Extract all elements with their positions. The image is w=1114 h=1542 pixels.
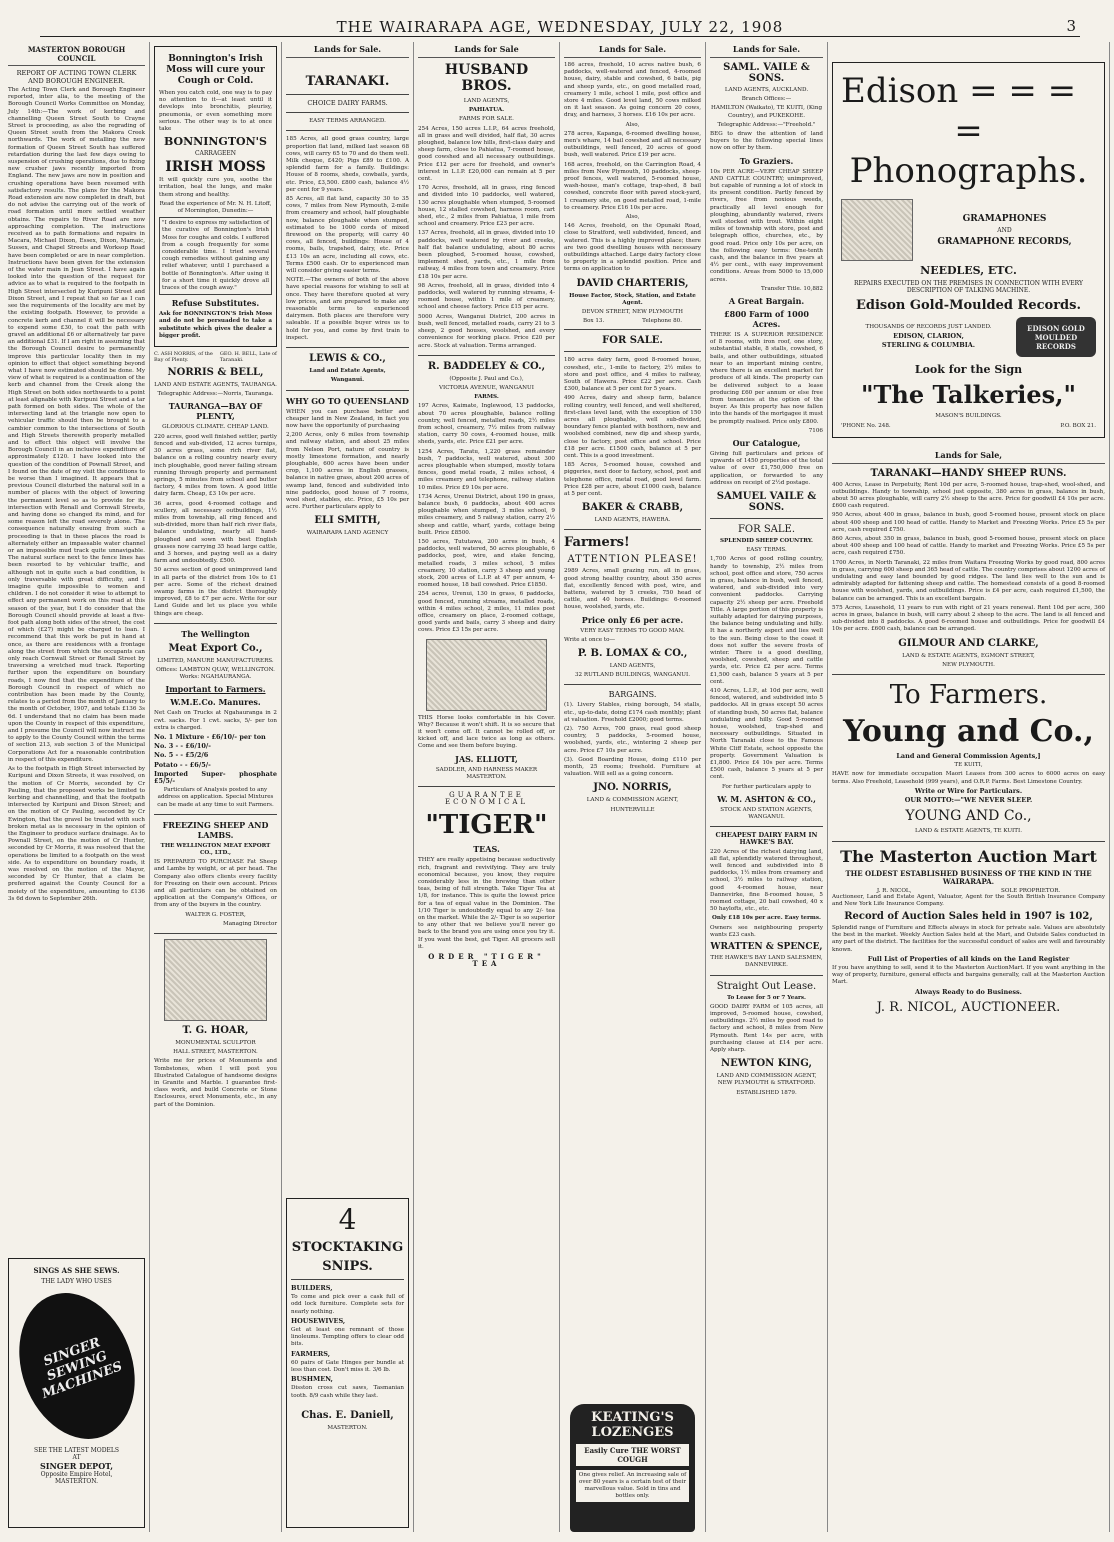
refuse-text: Ask for BONNINGTON'S Irish Moss and do not be persuaded to take a substitute which gives the dealer a bigger profit.	[159, 311, 272, 339]
singer-line-3: SINGER DEPOT,	[39, 1461, 114, 1471]
wratten-heading: WRATTEN & SPENCE,	[710, 942, 823, 953]
borough-heading: MASTERTON BOROUGH COUNCIL	[8, 45, 145, 66]
charteris-sub: House Factor, Stock, Station, and Estate Agent.	[569, 292, 696, 306]
keatings-sub: Easily Cure THE WORST COUGH	[576, 1444, 689, 1466]
taranaki-sub: CHOICE DAIRY FARMS.	[307, 99, 388, 107]
lands-for-sale-head-6: Lands for Sale.	[710, 42, 823, 58]
ashton-heading: W. M. ASHTON & CO.,	[717, 793, 816, 804]
irish-moss-advert	[154, 46, 277, 347]
farmers-label: FARMERS,	[291, 1349, 330, 1358]
charteris-address: DEVON STREET, NEW PLYMOUTH	[581, 309, 684, 316]
manures-text: Net Cash on Trucks at Ngahauranga in 2 cwt. sacks. For 1 cwt. sacks, 5/- per ton extra is charged.	[154, 710, 277, 731]
singer-line-4: Opposite Empire Hotel,	[40, 1471, 113, 1478]
lands-for-sale-head-5: Lands for Sale.	[564, 42, 701, 58]
bell-signature: GEO. H. BELL, Late of Taranaki.	[219, 351, 277, 364]
vaile-branches: HAMILTON (Waikato), TE KUITI, (King Country), and PUKEKOHE.	[710, 105, 823, 119]
irish-moss-heading: Bonnington's Irish Moss will cure your Cough or Cold.	[166, 54, 265, 86]
irish-moss-brand-1: BONNINGTON'S	[164, 135, 267, 149]
eli-smith-heading: ELI SMITH,	[314, 515, 381, 527]
singer-subheading: THE LADY WHO USES	[41, 1278, 112, 1285]
important-farmers-heading: Important to Farmers.	[165, 684, 266, 695]
norris-bell-listing-3: 50 acres section of good unimproved land in all parts of the district from 10s to £1 per acre. Some of the richest drained swamp farms in the district thoroughly improved, £8 to £7 per acre. Write for our Land Guide and let us place you while things are cheap.	[154, 567, 277, 617]
saddler-heading: JAS. ELLIOTT,	[455, 753, 518, 764]
manures-text-2: Particulars of Analysis posted to any address on application. Special Mixtures can be made at any time to suit Farmers.	[157, 787, 274, 808]
manure-price-4: Potato - - £6/5/-	[154, 760, 211, 769]
straight-out-sub: To Lease for 5 or 7 Years.	[726, 994, 807, 1001]
singer-line-5: MASTERTON.	[54, 1478, 99, 1485]
young-heading-2: YOUNG AND Co.,	[905, 808, 1032, 825]
vaile-sub: LAND AGENTS, AUCKLAND.	[724, 87, 809, 93]
auction-mart-text-3: If you have anything to sell, send it to the Masterton AuctionMart. If you want anything in the way of property, furniture, general effects and bargains generally, call at the Masterton Auction Mart.	[832, 964, 1105, 986]
husband-listing-4: 98 Acres, freehold, all in grass, divided into 4 paddocks, well watered by running streams, 4-roomed house, within 1 mile of creamery, school and cheese factory. Price £15 per acre.	[418, 282, 555, 311]
lomax-address: 32 RUTLAND BUILDINGS, WANGANUI.	[575, 672, 690, 679]
charteris-heading: DAVID CHARTERIS,	[576, 277, 689, 289]
eli-smith-sub: WAIRARAPA LAND AGENCY	[306, 530, 389, 537]
bargain-3: (3). Good Boarding House, doing £110 per month, 25 rooms; freehold. Furniture at valuation. Will sell as a going concern.	[564, 756, 701, 778]
baddeley-sub-3: FARMS.	[474, 394, 499, 401]
newton-king-established: ESTABLISHED 1879.	[736, 1089, 797, 1096]
borough-report-body: The Acting Town Clerk and Borough Engineer reported, inter alia, to the meeting of the Borough Council Works Committee on Monday, July 14th:—The work of kerbing and channelling Queen Street South to Crayne Street is proceeding, as also the regrading of Queen Street south from the Makora Creek northwards. The work of metalling the new formation of Queen Street South has suffered retardation during the last few days owing to suspension of crushing operations, due to fixing new crusher jaws recently imported from England. The new jaws are now in position and crushing operations have been resumed with satisfactory results. The plans for the Makora Road extension are now completed in draft, but do not advise the carrying out of the work of road formation until more settled weather obtains. The repairs to River Road are now approaching completion. The instructions received as to path formations and repairs in Macara, Michael Dixon, Essex, Dixon, Mamaic, Sussex, and Chapel Streets and Worksop Road have been completed or are in near completion. Instructions have been given for the extension of the water main in Jean Street. I have again looked into the question of the request for advice as to what is required to the footpath in High Street intersected by Kuripuni Street and Dixon Street, and I repeat that so far as I can see the requirements of the locality are met by the existing footpath. However, to provide a concrete kerb and channel it will be necessary to expend some £30, to coat the path with gravel an additional £6 or alternatively tar pave an additional £31. If I am right in assuming that the Borough Council desire to permanently improve this particular locality then in my opinion to effect that object something beyond what I have now estimated should be done. My view of what is required is a continuation of the kerb and channel from the Creek along the High Street on both sides northwards to a point at least alignable with Kuripuni Street and a tar path formed on both sides. The whole of the intersecting land at the triangle now open to vehicular traffic should then be brought to a cambier common to the intersections of South and High Streets therewith properly metalled and to effect this object will involve the Borough Council in an inclusive expenditure of approximately £120. I have looked into the question of the condition of Pownall Street, and I found on the date of my visit the conditions to be worse than I imagined. It appears that a previous Council disturbed the natural soil in a number of places with the object of lowering the permanent level so as to provide for its intersection with Renall and Cornwall Streets, and having done so changed its mind, and for some reason left the road severely alone. The consequence naturally ensuing from such a proceeding is that in these places the road is alternately either an impassable water channel or an impossible mud track quite unnavigable. The natural surface next to the fence lines has been resorted to by vehicular traffic, and although not in quite such a bad condition, is only traversable with great difficulty, and I imagine quite impossible to women and children. I do not consider it wise to attempt to effect any permanent work on this road at this season of the year, but I do consider that the Borough Council should provide at least a five-foot path along both sides of the street, the cost of which (£27) might be charged to loan. I recommend that this work be put in hand at once, as there are residences with a frontage along the street from which the occupants can only reach Cornwall Street or Renall Street by traversing a wretched mud track. Reporting further upon the expenditure on boundary roads, I now find that the expenditure of the Borough Council in respect of which no contribution has been made by the County, relates to a period from the month of January to the month of October, 1907, and totals £136 3s 6d. I understand that no claim has been made upon the County in respect of this expenditure, and I presume the Council will now instruct me to apply to the County Council within the terms of section 213, sub section 3 of the Municipal Corporations Act for a reasonable contribution in respect of this expenditure.	[8, 87, 145, 763]
freezing-signature: WALTER G. FOSTER,	[185, 911, 246, 918]
norris-bell-listing-2: 36 acres, good 4-roomed cottage and scullery, all necessary outbuildings, 1½ miles from township, all ring fenced and sub-divided, more than half rich river flats, balance undulating, nearly all hand-ploughed and sown with best English grasses now carrying 35 head large cattle, and 3 horses, and paying well as a dairy farm and undoubtedly. £500.	[154, 500, 277, 565]
farm-1000-heading: £800 Farm of 1000 Acres.	[724, 309, 809, 330]
irish-moss-text-1: When you catch cold, one way is to pay no attention to it—at least until it develops into bronchitis, pleurisy, pneumonia, or even something more serious. The other way is to at once take	[159, 90, 272, 133]
lands-for-sale-head-7: Lands for Sale,	[832, 448, 1105, 464]
charteris-box: Box 13.	[582, 318, 605, 325]
norris-signature: C. ASH NORRIS, of the Bay of Plenty.	[154, 351, 213, 364]
saddler-sub: SADDLER, AND HARNESS MAKER MASTERTON.	[435, 766, 538, 780]
gilmour-clarke-heading: GILMOUR AND CLARKE,	[898, 637, 1039, 649]
graziers-listing: 10s PER ACRE—VERY CHEAP SHEEP AND CATTLE COUNTRY; unimproved, but capable of running a lot of stock in its present condition. Partly fenced by rivers, free from noxious weeds, practically all level enough for ploughing, abundantly watered, rivers well stocked with trout. Within eight miles of township with store, post and telegraph office, churches, etc., by good road. Price only 10s per acre, on the following easy terms: One-tenth cash, and the balance in five years at 4½ per cent., with easy improvement conditions. Areas from 5000 to 15,000 acres.	[710, 168, 823, 283]
lands-for-sale-head-3: Lands for Sale.	[286, 42, 409, 58]
lomax-write: Write at once to—	[564, 636, 616, 643]
charteris-also-2: Also,	[625, 214, 640, 221]
norris-bell-sub-2: GLORIOUS CLIMATE. CHEAP LAND.	[162, 424, 269, 431]
manure-price-5: Imported Super- phosphate £5/5/-	[154, 769, 277, 785]
column-edison	[828, 42, 1110, 1532]
baddeley-listing-1: 197 Acres, Kaimate, Inglewood, 13 paddocks, about 70 acres ploughable, balance rolling country, well fenced, metalled roads, 2½ miles from school, creamery, 7½ miles from railway station, carry 50 cows, 4-roomed house, milk sheds, yards, etc. Price £21 per acre.	[418, 403, 555, 446]
auction-mart-sub: THE OLDEST ESTABLISHED BUSINESS OF THE KIND IN THE WAIRARAPA.	[845, 868, 1092, 886]
husband-bros-heading: HUSBAND BROS.	[444, 62, 529, 94]
hoar-text: Write me for prices of Monuments and Tombstones, when I will post you Illustrated Catalogue of handsome designs in Granite and Marble. I guarantee first-class work, and build Concrete or Stone Enclosures, erect Monuments, etc., in any part of the Dominion.	[154, 1058, 277, 1108]
hoar-sub: MONUMENTAL SCULPTOR	[175, 1040, 256, 1047]
farmers-text: 60 pairs of Gate Hinges per bundle at less than cost. Don't miss it. 3/6 lb.	[291, 1359, 404, 1374]
farm-1000-listing: THERE IS A SUPERIOR RESIDENCE of 8 rooms, with iron roof, one story, substantial stable, 8 stalls, cowshed, 6 bails, and other outbuildings, situated near to an important mining centre, where there is an excellent market for produce of all kinds. The property can be delivered subject to a lease producing £60 per annum or else free from tenancies at the option of the buyer. As this property has now fallen into the hands of the mortgagee it must be promptly realised. Price only £800.	[710, 332, 823, 425]
ashton-listing-1700: 1,700 Acres of good rolling country, handy to township, 2½ miles from school, post office and store, 750 acres in grass, balance in bush, well fenced, watered, and sub-divided into very convenient paddocks. Carrying capacity 2½ sheep per acre. Freehold Title. A large portion of this property is suitably adapted for dairying purposes, the balance being undulating and hilly. It has a northerly aspect and lies well to the sun. Being close to the coast it does not suffer the severe frosts of winter. There is a good dwelling, woolshed, cowshed, sheep and cattle yards, etc. Price £2 per acre. Terms £1,500 cash, balance 5 years at 5 per cent.	[710, 556, 823, 685]
charteris-listing-3: 168 acres, freehold, on the Carrington Road, 4 miles from New Plymouth, 10 paddocks, sheep-proof fences, well watered, 5-roomed house, wash-house, man's cottage, trap-shed, 8 bail cowshed, concrete floor with paved stock-yard, 1 creamery site, on good metalled road, 1-mile to creamery. Price £16 10s per acre.	[564, 161, 701, 211]
housewives-label: HOUSEWIVES,	[291, 1316, 346, 1325]
hoar-heading: T. G. HOAR,	[182, 1025, 249, 1037]
young-location: TE KUITI,	[954, 762, 983, 769]
horse-rug-illustration	[426, 639, 547, 711]
sheep-run-950: 950 Acres, about 400 in grass, balance in bush, good 5-roomed house, present stock on place about 400 sheep and 100 head of cattle. Handy to Market and Freezing Works. Price £5 5s per acre, cash required £750.	[832, 512, 1105, 533]
charteris-telephone: Telephone 80.	[642, 318, 683, 325]
edison-heading-2: = Phonographs.	[849, 111, 1088, 191]
masthead-title: THE WAIRARAPA AGE, WEDNESDAY, JULY 22, 1908	[336, 18, 784, 36]
husband-bros-sub-2: PAHIATUA.	[468, 107, 505, 114]
edison-box: P.O. BOX 21.	[1060, 422, 1096, 429]
taranaki-note: NOTE.—The owners of both of the above have special reasons for wishing to sell at once. They have therefore quoted at very low prices, and are prepared to make any reasonable terms to experienced dairymen. Both places are therefore very saleable. If a possible buyer wires us to hold for you, and come by first train to inspect.	[286, 277, 409, 341]
catalogue-heading: Our Catalogue,	[732, 437, 801, 448]
wellington-meat-sub: LIMITED, MANURE MANUFACTURERS.	[157, 657, 274, 664]
stocktaking-heading-2: SNIPS.	[322, 1259, 373, 1274]
young-heading: Young and Co.,	[843, 714, 1094, 750]
freezing-text: IS PREPARED TO PURCHASE Fat Sheep and Lambs by weight, or at per head. The Company also offers clients every facility for Freezing on their own account. Prices and all particulars can be obtained on application at the Company's Offices, or from any of the buyers in the country.	[154, 859, 277, 909]
sheep-run-575: 575 Acres, Leasehold, 11 years to run with right of 21 years renewal. Rent 10d per acre, 360 acres in grass, balance in bush, will carry about 2 sheep to the acre. The land is all fenced and sub-divided into 8 paddocks. A good 6-roomed house and outbuildings. Price for goodwill £4 10s per acre. £600 cash, balance can be arranged.	[832, 604, 1105, 633]
baddeley-listing-4: 150 acres, Tututawa, 200 acres in bush, 4 paddocks, well watered, 50 acres ploughable, 6 paddocks, post, wire, and stake fencing, metalled roads, 3 miles school, 5 miles creamery, 10 station, carry 3 sheep and young stock, 200 acres of L.I.P. at 47 per annum, 4-roomed house, 18 bail cowshed. Price £1850.	[418, 538, 555, 589]
keatings-heading: KEATING'S LOZENGES	[591, 1410, 674, 1440]
sheep-country-heading: SPLENDID SHEEP COUNTRY.	[719, 537, 813, 544]
attention-heading: ATTENTION PLEASE!	[567, 554, 698, 566]
young-write: Write or Wire for Particulars.	[914, 786, 1023, 795]
stocktaking-advert	[286, 1198, 409, 1528]
nicol-name: J. R. NICOL,	[876, 887, 912, 894]
singer-advert	[8, 1258, 145, 1528]
hoar-address: HALL STREET, MASTERTON.	[173, 1049, 258, 1056]
young-sub-2: LAND & ESTATE AGENTS, TE KUITI.	[915, 828, 1022, 835]
farmers-heading: Farmers!	[564, 535, 630, 551]
lomax-terms: VERY EASY TERMS TO GOOD MAN.	[580, 627, 685, 634]
bargain-1: (1). Livery Stables, rising borough, 54 stalls, etc., up-to-date, doing £174 cash monthly; plant at valuation. Freehold £2000; good terms.	[564, 702, 701, 723]
tiger-heading: "TIGER"	[425, 810, 548, 841]
sheep-run-860: 860 Acres, about 350 in grass, balance in bush, good 5-roomed house, present stock on place about 400 sheep and 100 head of cattle. Handy to market and Freezing Works. Price £5 5s per acre, cash required £750.	[832, 536, 1105, 557]
husband-bros-sub: LAND AGENTS,	[463, 98, 510, 104]
queensland-text: WHEN you can purchase better and cheaper land in New Zealand, in fact you now have the opportunity of purchasing	[286, 408, 409, 429]
husband-listing-5: 5000 Acres, Wanganui District, 200 acres in bush, well fenced, metalled roads, carry 21 to 3 sheep, 2 good houses, woolshed, and every convenience for working place. Price £20 per acre. Stock at valuation. Terms arranged.	[418, 313, 555, 349]
manures-heading: W.M.E.Co. Manures.	[170, 697, 261, 708]
thousands-text: THOUSANDS OF RECORDS JUST LANDED.	[865, 323, 992, 330]
vaile-heading: SAML. VAILE & SONS.	[723, 62, 810, 84]
daniell-signature: Chas. E. Daniell,	[301, 1409, 394, 1421]
freezing-sub: THE WELLINGTON MEAT EXPORT CO., LTD.,	[160, 842, 271, 857]
taranaki-heading: TARANAKI.	[305, 74, 390, 89]
baddeley-listing-2: 1254 Acres, Taratu, 1,220 grass remainder bush, 7 paddocks, well watered, about 300 acres ploughable when stumped, mostly totara fences, good metal roads, 2 miles school, 4 miles creamery and telephone, railway station 10 miles. Price £9 10s per acre.	[418, 448, 555, 491]
queensland-heading: WHY GO TO QUEENSLAND	[286, 395, 409, 406]
irish-moss-brand-2: CARRAGEEN	[194, 150, 237, 158]
brands-line-2: STERLING & COLUMBIA.	[881, 341, 976, 349]
column-vaile	[706, 42, 828, 1532]
gramaphone-records-label: GRAMAPHONE RECORDS,	[937, 236, 1072, 247]
ashton-further: For further particulars apply to	[721, 783, 811, 790]
bushmen-label: BUSHMEN,	[291, 1375, 333, 1384]
norris-bell-heading-2: TAURANGA—BAY OF PLENTY,	[168, 401, 263, 422]
vaile-intro: BEG to draw the attention of land buyers to the following special lines now on offer by them.	[710, 131, 823, 152]
tiger-text: THEY are really appetising because seductively rich, fragrant and revivifying. They are truly economical because, you know, they require considerably less in the brewing than other teas, being of full strength. Take Tiger Tea at 1/8, for instance. This is quite the lowest price for a tea of equal value in the Dominion. The 1/10 Tiger is undoubtedly equal to any 2/- tea on the market. While the 2/- Tiger is so superior to any other that we believe you'll never go back to the brand you are using once you try it. If you want the best, get Tiger. All grocers sell it.	[418, 857, 555, 950]
singer-logo: SINGER SEWING MACHINES	[4, 1277, 150, 1456]
taranaki-listing-2: 85 Acres, all flat land, capacity 30 to 35 cows, 7 miles from New Plymouth, 2-mile from creamery and school, half ploughable now, balance ploughable when stumped, estimated to be 1000 cords of mixed firewood on the property, will carry 40 cows, all fenced, buildings: House of 4 rooms, bails, trapshed, dairy, etc. Price £13 10s an acre, including all cows, etc. Terms £500 cash. Or to experienced man will consider giving easier terms.	[286, 196, 409, 275]
baker-crabb-sub: LAND AGENTS, HAWERA.	[594, 517, 671, 524]
manure-price-3: No. 5 - - £5/2/6	[154, 751, 209, 760]
husband-bros-sub-3: FARMS FOR SALE.	[459, 116, 514, 123]
keatings-text: One gives relief. An increasing sale of over 80 years is a certain test of their marvellous value. Sold in tins and bottles only.	[576, 1470, 689, 1502]
wratten-sub: THE HAWKE'S BAY LAND SALESMEN, DANNEVIRKE.	[710, 955, 823, 969]
keatings-tin-illustration	[570, 1404, 695, 1532]
irish-moss-text-2: It will quickly cure you, soothe the irritation, heal the lungs, and make them strong and healthy.	[159, 177, 272, 198]
edison-advert	[832, 62, 1105, 438]
baker-listing-3: 185 Acres, 5-roomed house, cowshed and piggeries, next door to factory, school, post and telephone office, metal road, good level farm. Price £28 per acre, about £1000 cash, balance at 5 per cent.	[564, 462, 701, 497]
lands-for-sale-head-4: Lands for Sale	[418, 42, 555, 58]
ashton-sub: STOCK AND STATION AGENTS, WANGANUI.	[720, 806, 813, 821]
charteris-listing-2: 278 acres, Kapanga, 6-roomed dwelling house, men's whare, 14 bail cowshed and all necessary outbuildings, well fenced, 20 acres of good bush, well watered. Price £19 per acre.	[564, 130, 701, 159]
housewives-text: Get at least one remnant of those linoleums. Tempting offers to clear odd bits.	[291, 1327, 404, 1348]
husband-listing-1: 254 Acres, 150 acres L.I.P., 64 acres freehold, all in grass and well divided, half flat, 30 acres ploughed, balance low hills, first-class dairy and sheep farm, close to Pahiatua, 7-roomed house, good cowshed and all necessary outbuildings. Price £12 per acre for freehold, and owner's interest in L.I.P. £20,000 can remain at 5 per cent.	[418, 125, 555, 183]
wellington-meat-heading-1: The Wellington	[181, 628, 250, 639]
ashton-listing-410: 410 Acres, L.I.P., at 10d per acre, well fenced, watered, and subdivided into 5 paddocks. All in grass except 50 acres of standing bush, 50 acres flat, balance undulating and hilly. Good 5-roomed house, woolshed, trap-shed and necessary outbuildings. Situated in North Taranaki close to the Famous White Cliff Estate, school opposite the property. Government Valuation is £1,800. Price £4 10s per acre. Terms £500 cash, balance 5 years at 5 per cent.	[710, 688, 823, 781]
tiger-ring: ORDER "TIGER" TEA	[428, 952, 545, 969]
vaile-heading-2: SAMUEL VAILE & SONS.	[716, 490, 817, 513]
manure-price-2: No. 3 - - £6/10/-	[154, 742, 211, 751]
newton-king-heading: NEWTON KING,	[721, 1058, 812, 1070]
stocktaking-number: 4	[338, 1203, 357, 1236]
talkeries-heading: "The Talkeries,"	[861, 380, 1076, 410]
wratten-price: Only £18 10s per acre. Easy terms.	[712, 915, 821, 922]
page-number: 3	[1066, 17, 1076, 35]
baddeley-listing-3: 1734 Acres, Urenui District, about 190 in grass, balance bush, 6 paddocks, about 400 acres ploughable when stumped, 3 miles school, 9 miles creamery, and 5 railway station, carry 2½ sheep and cattle, wharf, yards, cottage being built. Price £8500.	[418, 493, 555, 536]
lomax-listing: 2989 Acres, small grazing run, all in grass, good strong healthy country, about 350 acres flat, excellently fenced with post, wire, and battens, watered by 5 creeks, 750 head of cattle, and 40 horses. Buildings: 6-roomed house, woolshed, yards, etc.	[564, 568, 701, 611]
daniell-location: MASTERTON.	[327, 1424, 368, 1431]
bargains-heading: BARGAINS.	[608, 690, 657, 700]
norris-bell-signatures	[154, 351, 277, 363]
lomax-price: Price only £6 per acre.	[581, 614, 684, 625]
phonograph-illustration	[841, 199, 913, 261]
nicol-signature: J. R. NICOL, AUCTIONEER.	[876, 999, 1061, 1015]
column-taranaki	[282, 42, 414, 1532]
charteris-listing-1: 186 acres, freehold, 10 acres native bush, 6 paddocks, well-watered and fenced, 4-roomed house, dairy, stable and cowshed, 6 bails, pig and sheep yards, etc., on good metalled road, creamery 1 mile, school 1 mile, post office and store 4 miles. Good level land, 50 cows milked on it last season. As going concern 20 cows, dray, and harness, 3 horses. £16 10s per acre.	[564, 62, 701, 119]
irish-moss-quote: "I desire to express my satisfaction of the curative of Bonnington's Irish Moss for coughs and colds. I suffered from a cough frequently for some considerable time. I tried several cough remedies without gaining any relief whatever, until I purchased a bottle of Bonnington's. After using it for a short time it quickly drove all traces of the cough away."	[159, 217, 272, 295]
always-ready: Always Ready to do Business.	[915, 987, 1022, 996]
auction-full-list: Full List of Properties of all kinds on the Land Register	[867, 954, 1070, 963]
column-husband-bros	[414, 42, 560, 1532]
husband-listing-2: 170 Acres, freehold, all in grass, ring fenced and divided into 10 paddocks, well watered, 130 acres ploughable when stumped, 5-roomed house, 12 stalled cowshed, harness room, cart shed, etc., 2 miles from Pahiatua, 1 mile from school and creamery. Price £23 per acre.	[418, 185, 555, 228]
and-label: AND	[997, 226, 1012, 234]
needles-label: NEEDLES, ETC.	[920, 264, 1017, 277]
lewis-sub-2: Wanganui.	[330, 377, 365, 384]
freezing-heading: FREEZING SHEEP AND LAMBS.	[162, 819, 269, 840]
column-borough-council	[4, 42, 150, 1532]
gold-moulded-heading: Edison Gold-Moulded Records.	[856, 298, 1081, 314]
refuse-heading: Refuse Substitutes.	[171, 298, 260, 309]
straight-out-text: GOOD DAIRY FARM of 105 acres, all improved, 5-roomed house, cowshed, outbuildings. 2½ miles by good road to factory and school, 8 miles from New Plymouth. Rent 14s per acre, with purchasing clause at £14 per acre. Apply sharp.	[710, 1003, 823, 1053]
auction-mart-text-2: Splendid range of Furniture and Effects always in stock for private sale. Values are absolutely the best in the market. Weekly Auction Sales held at the Mart, and Outside Sales conducted in any part of the district. The facilities for the successful conduct of sales are well and favourably known.	[832, 924, 1105, 953]
norris-bell-telegraph: Telegraphic Address:—Norris, Tauranga.	[157, 391, 274, 398]
lewis-sub: Land and Estate Agents,	[309, 368, 386, 375]
young-sub: Land and General Commission Agents,]	[896, 752, 1041, 761]
mason-buildings: MASON'S BUILDINGS.	[935, 413, 1002, 420]
norris-bell-heading: NORRIS & BELL,	[167, 367, 264, 379]
builders-text: To come and pick over a cask full of odd lock furniture. Complete sets for nearly nothing.	[291, 1294, 404, 1315]
column-irish-moss	[150, 42, 282, 1532]
borough-subheading: REPORT OF ACTING TOWN CLERK AND BOROUGH ENGINEER.	[16, 69, 137, 85]
to-farmers-heading: To Farmers.	[889, 680, 1048, 711]
charteris-listing-4: 146 Acres, freehold, on the Opunaki Road, close to Stratford, well subdivided, fenced, and watered. This is a highly improved place; there are two good dwelling houses with necessary outbuildings attached. Large dairy factory close to property in a splendid position. Price and terms on application to	[564, 223, 701, 273]
handy-sheep-runs-heading: TARANAKI—HANDY SHEEP RUNS.	[870, 467, 1067, 479]
tiger-sub: TEAS.	[473, 844, 500, 855]
for-sale-heading-5: FOR SALE.	[602, 335, 663, 347]
borough-report-resolutions: As to the footpath in High Street intersected by Kuripuni and Dixon Streets, it was resolved, on the motion of Cr Morris, seconded by Cr Pauling, that the proposed works be limited to kerbing and channelling, and that the footpath intersected by Kuripuni and Dixon Street; and on the motion of Cr Pauling, seconded by Cr Ewington, that the gravel be treated with such broken metal as is necessary in the opinion of the Engineer to produce surface drainage. As to Pownall Street, on the motion of Cr Hunter, seconded by Cr Morris, it was resolved that the operations be limited to a footpath on the west side. As to expenditure on boundary roads, it was resolved on the motion of the Mayor, seconded by Cr Hunter, that a claim be preferred against the County Council for a moiety of the expenditure, amounting to £136 3s 6d down to September 26th.	[8, 766, 145, 902]
lomax-sub: LAND AGENTS,	[609, 662, 656, 669]
auction-record: Record of Auction Sales held in 1907 is 102,	[844, 910, 1093, 922]
singer-line-2: AT	[72, 1454, 81, 1461]
jno-norris-heading: JNO. NORRIS,	[593, 782, 672, 794]
brands-line-1: EDISON, CLARION,	[893, 331, 964, 340]
gilmour-clarke-location: NEW PLYMOUTH.	[942, 661, 995, 668]
gilmour-clarke-sub: LAND & ESTATE AGENTS, EGMONT STREET,	[902, 652, 1035, 659]
young-text: HAVE now for immediate occupation Maori Leases from 300 acres to 6000 acres on easy terms. Also Freehold, Leasehold (999 years), and O.R.P. Farms. Best Limestone Country.	[832, 771, 1105, 785]
repairs-text: REPAIRS EXECUTED ON THE PREMISES IN CONNECTION WITH EVERY DESCRIPTION OF TALKING MACHINE.	[854, 280, 1083, 295]
edison-heading-1: Edison = = =	[841, 71, 1077, 111]
baker-listing-2: 490 Acres, dairy and sheep farm, balance rolling country, well fenced, and well sheltered, first-class level land, with the exception of 150 acres all ploughable, well sub-divided, boundary fence planted with boxthorn, new and woolshed combined, new dip and sheep yards, close to factory, post office and school. Price £18 per acre. £1500 cash, balance at 5 per cent. This is a good investment.	[564, 395, 701, 459]
bushmen-text: Disston cross cut saws, Tasmanian tooth. 8/9 cash while they last.	[291, 1385, 404, 1399]
wratten-listing: 220 Acres of the richest dairying land, all flat, splendidly watered throughout, well fenced and subdivided into 8 paddocks, 1½ miles from creamery and school, 3½ miles to railway station, good 4-roomed house, near Dannevirke, fine 8-roomed house, 5 roomed cottage, 20 bail cowshed, 40 x 50 haylofts, etc., etc.	[710, 848, 823, 913]
baker-listing-1: 180 acres dairy farm, good 8-roomed house, cowshed, etc., 1-mile to factory, 2½ miles to store and post office, and 4 miles to railway, South of Hawera. Price £22 per acre. Cash £300, balance at 5 per cent for 5 years.	[564, 357, 701, 393]
straight-out-heading: Straight Out Lease.	[716, 980, 817, 992]
masthead	[40, 14, 1080, 37]
husband-listing-3: 137 Acres, freehold, all in grass, divided into 10 paddocks, well watered by river and creeks, half flat balance undulating, about 80 acres been ploughed, 5-roomed house, cowshed, implement shed, yards, etc., 1 mile from railway, 4 miles from town and creamery. Price £18 10s per acre.	[418, 230, 555, 280]
cheapest-dairy-heading: CHEAPEST DAIRY FARM IN HAWKE'S BAY.	[715, 831, 818, 847]
stocktaking-heading: STOCKTAKING	[291, 1240, 404, 1255]
singer-line-1: SEE THE LATEST MODELS	[33, 1447, 120, 1454]
edison-phone: 'PHONE No. 248.	[841, 422, 891, 429]
irish-moss-brand-3: IRISH MOSS	[165, 159, 266, 176]
taranaki-sub-2: EASY TERMS ARRANGED.	[309, 118, 386, 125]
farm-1000-number: 7106	[808, 427, 823, 434]
gramaphones-label: GRAMAPHONES	[962, 213, 1047, 224]
baddeley-sub: (Opposite J. Paul and Co.),	[449, 375, 524, 382]
freezing-signature-2: Managing Director	[222, 920, 277, 927]
baddeley-sub-2: VICTORIA AVENUE, WANGANUI	[439, 384, 534, 391]
lomax-heading: P. B. LOMAX & CO.,	[577, 647, 688, 659]
builders-label: BUILDERS,	[291, 1284, 333, 1292]
wellington-meat-offices: Offices: LAMBTON QUAY, WELLINGTON. Works: NGAHAURANGA.	[156, 666, 275, 681]
vaile-branch: Branch Offices:—	[741, 96, 792, 103]
auction-mart-heading: The Masterton Auction Mart	[840, 846, 1097, 866]
singer-heading: SINGS AS SHE SEWS.	[33, 1266, 120, 1275]
baddeley-listing-5: 254 acres, Urenui, 130 in grass, 6 paddocks, good fenced, running streams, metalled roads, within 4 miles school, 2 miles, 11 miles post office, creamery on place, 2-roomed cottage, good yards and bails, carry 3 sheep and dairy cows. Price £3 15s per acre.	[418, 591, 555, 634]
record-cylinder-illustration: EDISON GOLD MOULDED RECORDS	[1016, 317, 1096, 357]
jno-norris-sub: LAND & COMMISSION AGENT,	[586, 797, 679, 804]
manure-price-1: No. 1 Mixture - £6/10/- per ton	[154, 732, 266, 741]
young-motto: OUR MOTTO:—"WE NEVER SLEEP.	[904, 796, 1033, 805]
norris-bell-listing-1: 220 acres, good well finished settler, partly fenced and sub-divided, 12 acres turnips, 30 acres grass, some rich river flat, balance on a rolling country nearly every inch ploughable, good never failing stream running through property and permanent springs, 5 minutes from school and butter factory, 4 miles from town. A good little dairy farm. Cheap, £3 10s per acre.	[154, 433, 277, 498]
tiger-arc-text: GUARANTEE ECONOMICAL	[444, 791, 529, 807]
for-sale-heading-6: FOR SALE.	[737, 523, 796, 535]
lewis-heading: LEWIS & CO.,	[309, 353, 386, 365]
bargain-2: (2). 750 Acres, 700 grass, real good sheep country, 5 paddocks, 5-roomed house, woolshed, yards, etc., wintering 2 sheep per acre. Price £7 10s per acre.	[564, 726, 701, 754]
nicol-title: SOLE PROPRIETOR.	[1001, 887, 1061, 894]
baker-crabb-heading: BAKER & CRABB,	[581, 502, 684, 514]
transfer-title: Transfer Title. 10,882	[760, 285, 823, 292]
sheep-country-terms: EASY TERMS.	[746, 547, 787, 554]
jno-norris-location: HUNTERVILLE	[610, 806, 655, 813]
wratten-text: Owners see neighbouring property wants £23 cash.	[710, 924, 823, 938]
norris-bell-sub: LAND AND ESTATE AGENTS, TAURANGA.	[154, 382, 277, 389]
great-bargain-heading: A Great Bargain.	[728, 296, 805, 307]
saddler-text: THIS Horse looks comfortable in his Cover. Why? Because it won't shift. It is so secure that it won't come off. It cannot be rolled off, or kicked off, and lace twice as long as others. Come and see them before buying.	[418, 714, 555, 750]
charteris-also-1: Also,	[625, 121, 640, 128]
auction-mart-text: Auctioneer, Land and Estate Agent, Valuator, Agent for the South British Insurance Company and New York Life Insurance Company.	[832, 893, 1105, 907]
catalogue-text: Giving full particulars and prices of upwards of 1450 properties of the total value of over £1,750,000 free on application, or forwarded to any address on receipt of 2½d postage.	[710, 450, 823, 486]
look-for-sign: Look for the Sign	[914, 363, 1023, 377]
column-charteris	[560, 42, 706, 1532]
baddeley-heading: R. BADDELEY & CO.,	[427, 360, 546, 372]
sheep-run-400: 400 Acres, Lease in Perpetuity, Rent 10d per acre, 5-roomed house, trap-shed, wool-shed, and outbuildings. Handy to township, school just opposite, 380 acres in grass, balance in bush, about 50 acres ploughable, will carry 2½ sheep to the acre. Price for goodwill £4 10s per acre. £600 cash required.	[832, 481, 1105, 510]
newton-king-sub: LAND AND COMMISSION AGENT, NEW PLYMOUTH & STRATFORD.	[716, 1073, 817, 1087]
irish-moss-text-3: Read the experience of Mr. N. H. Litoff, of Mornington, Dunedin:—	[159, 200, 272, 215]
monument-illustration	[164, 939, 267, 1021]
vaile-telegraph: Telegraphic Address:—"Freehold."	[717, 121, 816, 128]
graziers-heading: To Graziers.	[739, 155, 794, 166]
queensland-listing: 2,200 Acres, only 6 miles from township and railway station, and about 25 miles from Nelson Port, nature of country is mostly limestone formation, and nearly ploughable, 600 acres have been under crop, 1,100 acres in English grasses, balance in native grass, about 200 acres of swamp land, fenced and subdivided into nine paddocks, good house of 7 rooms, wool shed, stables, etc. Price, £5 10s per acre. Further particulars apply to	[286, 432, 409, 511]
wellington-meat-heading-2: Meat Export Co.,	[168, 642, 263, 654]
taranaki-listing-1: 185 Acres, all good grass country, large proportion flat land, milked last season 68 cows, will carry 65 to 70 and do them well. Milk cheque, £420; Pigs £89 to £100. A splendid farm for a family. Buildings: House of 8 rooms, sheds, cowbails, yards, etc. Price, £3,500. £800 cash, balance 4½ per cent for 9 years.	[286, 136, 409, 193]
sheep-run-1700: 1700 Acres, in North Taranaki, 22 miles from Waitara Freezing Works by good road, 800 acres in grass, carrying 600 sheep and 365 head of cattle. The country comprises about 1200 acres of undulating and easy land bounded by good ridges. The land lies well to the sun and is admirably adapted for fattening sheep and cattle. The homestead consists of a good 8-roomed house with woolshed, yards, and outbuildings. Price is £4 per acre, cash required £1,500, the balance can be arranged. This is an excellent bargain.	[832, 559, 1106, 602]
